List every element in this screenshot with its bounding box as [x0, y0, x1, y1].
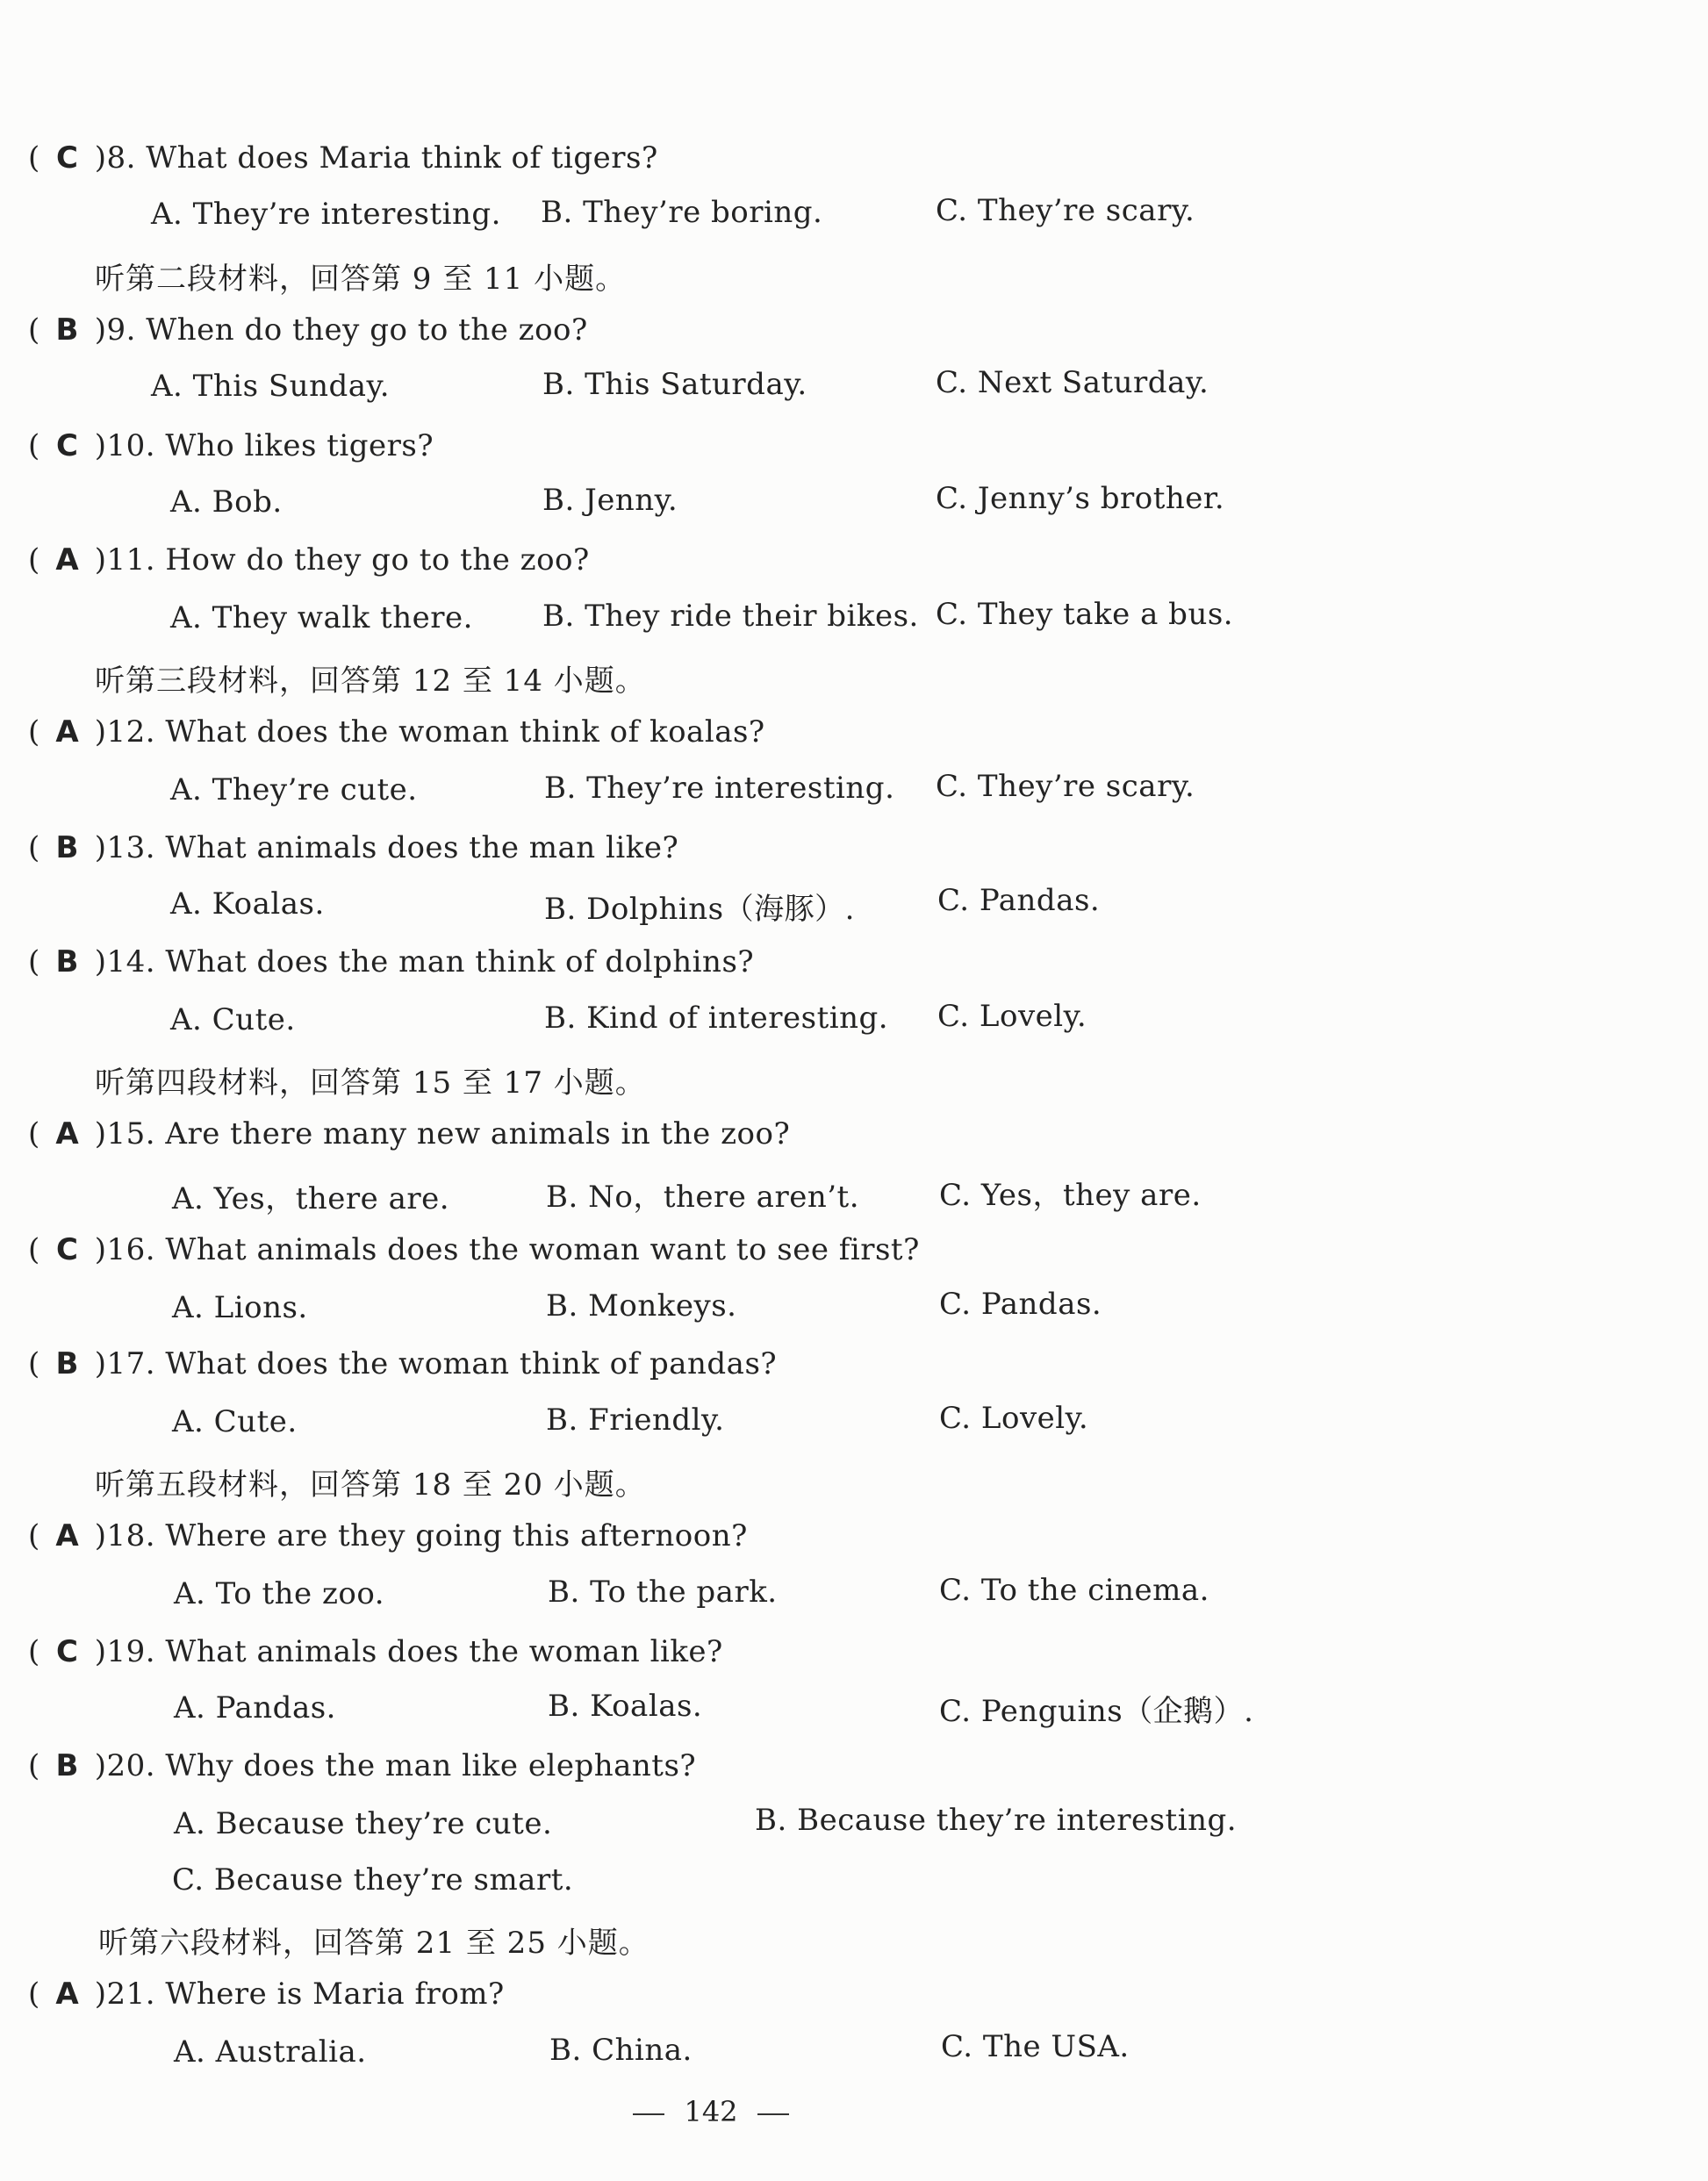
section-heading-3: 听第三段材料，回答第 12 至 14 小题。	[95, 664, 646, 699]
dash-left	[633, 2113, 664, 2115]
option-c: C. To the cinema.	[939, 1573, 1209, 1608]
answer-mark: A	[55, 542, 80, 578]
question-text: 12. What does the woman think of koalas?	[106, 714, 765, 750]
option-b: B. This Saturday.	[542, 367, 807, 402]
option-b: B. China.	[549, 2033, 693, 2068]
option-b: B. To the park.	[548, 1575, 778, 1610]
option-b: B. Friendly.	[546, 1403, 725, 1438]
option-b: B. Monkeys.	[546, 1288, 737, 1324]
question-text: 15. Are there many new animals in the zoo?	[106, 1116, 791, 1151]
question-14	[28, 944, 754, 979]
option-b: B. They’re boring.	[541, 195, 823, 230]
paren-close: )	[94, 944, 107, 979]
answer-mark: B	[55, 1346, 79, 1381]
question-text: 10. Who likes tigers?	[106, 428, 434, 463]
question-16	[28, 1232, 920, 1267]
answer-mark: A	[55, 714, 80, 750]
question-text: 17. What does the woman think of pandas?	[106, 1346, 778, 1381]
page-number: 142	[684, 2095, 738, 2128]
answer-mark: C	[56, 140, 79, 176]
option-c: C. They’re scary.	[936, 193, 1195, 228]
question-text: 21. Where is Maria from?	[106, 1977, 505, 2012]
paren-close: )	[94, 1977, 107, 2012]
option-c: C. Lovely.	[937, 999, 1087, 1034]
option-a: A. They’re interesting.	[151, 197, 501, 232]
option-a: A. Yes，there are.	[172, 1181, 450, 1216]
option-c: C. Lovely.	[939, 1401, 1089, 1436]
option-a: A. Because they’re cute.	[174, 1806, 553, 1841]
answer-mark: C	[56, 1634, 79, 1669]
paren-open: (	[28, 714, 40, 750]
option-a: A. They walk there.	[170, 600, 473, 635]
section-heading-4: 听第四段材料，回答第 15 至 17 小题。	[95, 1065, 646, 1101]
option-b: B. Kind of interesting.	[544, 1001, 889, 1036]
paren-open: (	[28, 140, 40, 176]
paren-close: )	[94, 1346, 107, 1381]
paren-close: )	[94, 140, 107, 176]
answer-mark: A	[55, 1518, 80, 1553]
option-a: A. Pandas.	[174, 1690, 336, 1725]
question-18	[28, 1518, 748, 1553]
option-b: B. They’re interesting.	[544, 771, 895, 806]
question-21	[28, 1977, 505, 2012]
question-text: 20. Why does the man like elephants?	[106, 1748, 697, 1783]
paren-close: )	[94, 1518, 107, 1553]
question-8	[28, 140, 658, 176]
answer-mark: B	[55, 830, 79, 865]
question-text: 14. What does the man think of dolphins?	[106, 944, 755, 979]
section-heading-5: 听第五段材料，回答第 18 至 20 小题。	[95, 1467, 646, 1503]
question-text: 11. How do they go to the zoo?	[106, 542, 590, 578]
paren-open: (	[28, 1518, 40, 1553]
paren-open: (	[28, 1346, 40, 1381]
question-text: 8. What does Maria think of tigers?	[106, 140, 658, 176]
paren-close: )	[94, 1116, 107, 1151]
question-text: 19. What animals does the woman like?	[106, 1634, 723, 1669]
option-c: C. Yes，they are.	[939, 1178, 1202, 1213]
question-20	[28, 1748, 696, 1783]
question-17	[28, 1346, 777, 1381]
question-11	[28, 542, 590, 578]
option-c: C. Pandas.	[939, 1287, 1102, 1322]
option-b: B. They ride their bikes.	[542, 599, 919, 634]
option-c: C. Because they’re smart.	[172, 1862, 574, 1898]
answer-mark: B	[55, 1748, 79, 1783]
question-text: 16. What animals does the woman want to see first?	[106, 1232, 920, 1267]
answer-mark: B	[55, 944, 79, 979]
question-10	[28, 428, 434, 463]
option-c: C. Penguins（企鹅）.	[939, 1694, 1254, 1729]
option-c: C. Next Saturday.	[936, 365, 1209, 400]
paren-close: )	[94, 1634, 107, 1669]
option-c: C. Pandas.	[937, 883, 1101, 918]
paren-open: (	[28, 428, 40, 463]
answer-mark: C	[56, 1232, 79, 1267]
option-a: A. To the zoo.	[174, 1576, 385, 1611]
paren-open: (	[28, 1977, 40, 2012]
question-9	[28, 312, 588, 348]
option-b: B. Dolphins（海豚）.	[544, 892, 855, 927]
option-c: C. Jenny’s brother.	[936, 481, 1225, 516]
question-19	[28, 1634, 723, 1669]
option-c: C. They’re scary.	[936, 769, 1195, 804]
paren-open: (	[28, 1232, 40, 1267]
option-c: C. They take a bus.	[936, 597, 1234, 632]
option-b: B. No，there aren’t.	[546, 1180, 860, 1215]
option-a: A. Cute.	[172, 1404, 298, 1439]
section-heading-2: 听第二段材料，回答第 9 至 11 小题。	[95, 262, 627, 297]
option-b: B. Jenny.	[542, 483, 678, 518]
paren-open: (	[28, 542, 40, 578]
page-footer	[0, 2095, 1422, 2128]
answer-mark: B	[55, 312, 79, 348]
answer-mark: A	[55, 1977, 80, 2012]
option-a: A. This Sunday.	[151, 369, 390, 404]
paren-close: )	[94, 830, 107, 865]
paren-open: (	[28, 312, 40, 348]
paren-close: )	[94, 714, 107, 750]
paren-close: )	[94, 542, 107, 578]
option-a: A. They’re cute.	[170, 772, 418, 807]
question-text: 18. Where are they going this afternoon?	[106, 1518, 748, 1553]
question-12	[28, 714, 765, 750]
paren-close: )	[94, 428, 107, 463]
option-a: A. Koalas.	[170, 886, 325, 922]
option-c: C. The USA.	[941, 2029, 1130, 2064]
answer-mark: C	[56, 428, 79, 463]
question-15	[28, 1116, 790, 1151]
paren-open: (	[28, 1748, 40, 1783]
option-b: B. Because they’re interesting.	[755, 1803, 1238, 1838]
question-text: 9. When do they go to the zoo?	[106, 312, 588, 348]
section-heading-6: 听第六段材料，回答第 21 至 25 小题。	[98, 1926, 649, 1961]
dash-right	[757, 2113, 789, 2115]
paren-close: )	[94, 1232, 107, 1267]
paren-open: (	[28, 944, 40, 979]
answer-mark: A	[55, 1116, 80, 1151]
paren-open: (	[28, 1634, 40, 1669]
option-a: A. Cute.	[170, 1002, 296, 1037]
paren-open: (	[28, 1116, 40, 1151]
question-13	[28, 830, 678, 865]
paren-close: )	[94, 1748, 107, 1783]
paren-close: )	[94, 312, 107, 348]
option-a: A. Bob.	[170, 484, 283, 520]
option-a: A. Lions.	[172, 1290, 308, 1325]
option-b: B. Koalas.	[548, 1689, 703, 1724]
paren-open: (	[28, 830, 40, 865]
option-a: A. Australia.	[174, 2034, 367, 2070]
question-text: 13. What animals does the man like?	[106, 830, 679, 865]
